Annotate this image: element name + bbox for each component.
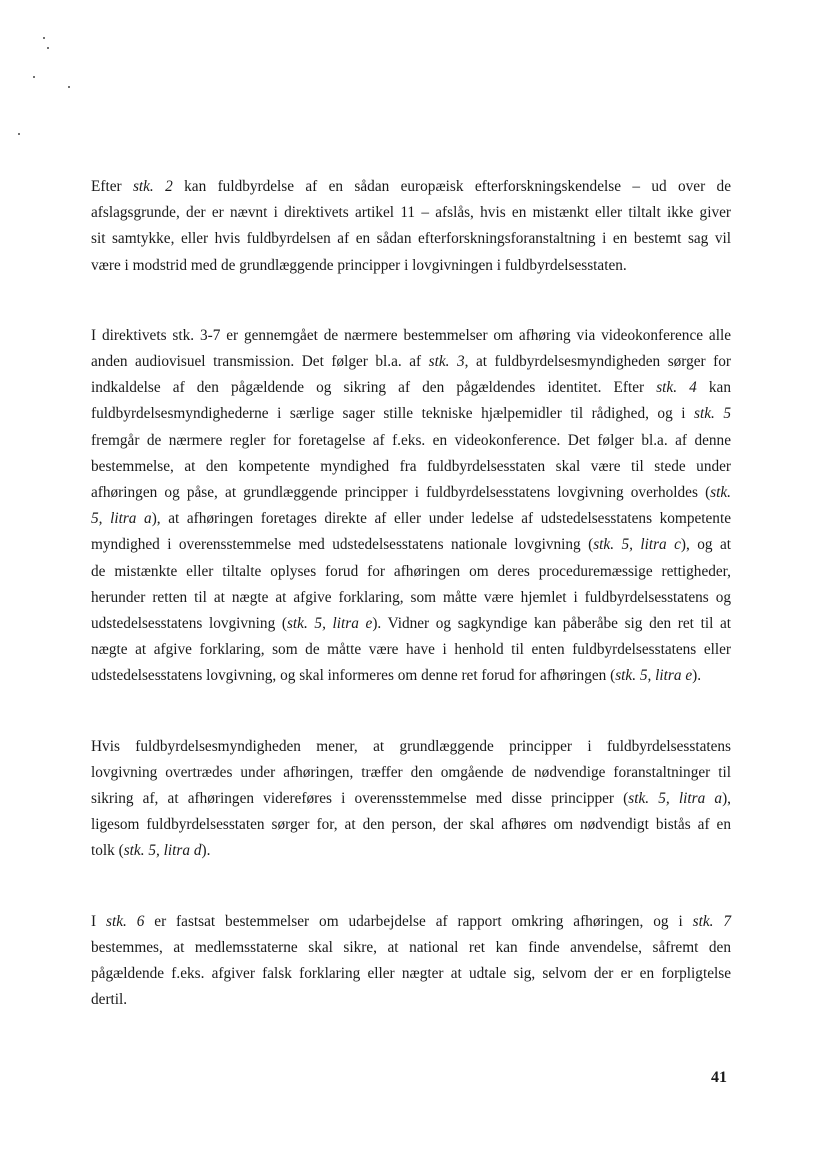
text-segment: ). [692,667,702,685]
text-line [91,961,731,987]
text-line [91,375,731,401]
text-segment: udstedelsesstatens lovgivning, og skal informeres om denne ret forud for afhøringen ( [91,667,616,685]
text-line [91,585,731,611]
text-line [91,812,731,838]
text-segment: pågældende f.eks. afgiver falsk forklaring eller nægter at udtale sig, selvom der er en forpligtelse [91,965,731,983]
text-segment: udstedelsesstatens lovgivning ( [91,615,287,633]
statute-reference: stk. 5 [694,405,731,423]
paragraph [91,734,731,865]
scan-speck [33,76,35,78]
scan-speck [47,47,49,49]
statute-reference: stk. 3 [428,353,465,371]
text-segment: lovgivning overtrædes under afhøringen, træffer den omgående de nødvendige foranstaltninger til [91,763,731,781]
text-line [91,480,731,506]
text-segment: være i modstrid med de grundlæggende principper i lovgivningen i fuldbyrdelsesstaten. [91,256,627,274]
statute-reference: stk. [710,484,731,502]
text-segment: bestemmelse, at den kompetente myndighed fra fuldbyrdelsesstaten skal være til stede under [91,457,731,475]
text-line [91,838,731,864]
statute-reference: stk. 6 [106,912,145,930]
text-segment: I direktivets stk. 3-7 er gennemgået de nærmere bestemmelser om afhøring via videokonference alle [91,326,731,344]
statute-reference: stk. 5, litra d [123,842,202,860]
text-line [91,200,731,226]
text-segment: afslagsgrunde, der er nævnt i direktivets artikel 11 – afslås, hvis en mistænkt eller tiltalt ikke giver [91,204,731,222]
text-line [91,760,731,786]
text-line [91,454,731,480]
text-line [91,253,731,279]
text-segment: bestemmes, at medlemsstaterne skal sikre, at national ret kan finde anvendelse, såfremt den [91,938,731,956]
text-segment: de mistænkte eller tiltalte oplyses forud for afhøringen om deres proceduremæssige rettigheder, [91,562,731,580]
paragraph [91,174,731,279]
statute-reference: 5, litra a [91,510,152,528]
text-line [91,401,731,427]
text-segment: indkaldelse af den pågældende og sikring af den pågældendes identitet. Efter [91,379,657,397]
text-segment: er fastsat bestemmelser om udarbejdelse af rapport omkring afhøringen, og i [144,912,693,930]
text-segment: anden audiovisuel transmission. Det følger bl.a. af [91,353,429,371]
document-body [91,174,731,1013]
statute-reference: stk. 5, litra a [628,790,723,808]
text-segment: Hvis fuldbyrdelsesmyndigheden mener, at grundlæggende principper i fuldbyrdelsesstatens [91,737,731,755]
scan-speck [43,37,45,39]
text-line [91,532,731,558]
text-segment: afhøringen og påse, at grundlæggende principper i fuldbyrdelsesstatens lovgivning overholdes ( [91,484,711,502]
statute-reference: stk. 5, litra c [593,536,681,554]
statute-reference: stk. 7 [692,912,731,930]
text-segment: Efter [91,178,133,195]
text-segment: ligesom fuldbyrdelsesstaten sørger for, at den person, der skal afhøres om nødvendigt bistås af en [91,816,731,834]
scan-speck [18,133,20,135]
text-line [91,786,731,812]
text-segment: herunder retten til at nægte at afgive forklaring, som måtte være hjemlet i fuldbyrdelsesstatens og [91,588,731,606]
text-segment: sikring af, at afhøringen videreføres i overensstemmelse med disse principper ( [91,790,629,808]
text-line [91,734,731,760]
text-segment: fremgår de nærmere regler for foretagelse af f.eks. en videokonference. Det følger bl.a. af denne [91,431,731,449]
text-segment: myndighed i overensstemmelse med udstedelsesstatens nationale lovgivning ( [91,536,594,554]
text-segment: kan [696,379,731,397]
text-line [91,987,731,1013]
text-segment: ), at afhøringen foretages direkte af eller under ledelse af udstedelsesstatens kompetente [151,510,731,528]
text-line [91,559,731,585]
text-segment: ). [201,842,211,860]
text-segment: kan fuldbyrdelse af en sådan europæisk efterforskningskendelse – ud over de [172,178,731,195]
text-segment: tolk ( [91,842,124,860]
paragraph [91,909,731,1014]
text-segment: ), [722,790,731,808]
text-line [91,663,731,689]
statute-reference: stk. 5, litra e [286,615,373,633]
text-segment: nægte at afgive forklaring, som de måtte være have i henhold til enten fuldbyrdelsesstatens eller [91,641,731,659]
text-line [91,226,731,252]
statute-reference: stk. 4 [656,379,697,397]
text-line [91,909,731,935]
text-segment: , at fuldbyrdelsesmyndigheden sørger for [464,353,731,371]
scan-speck [68,86,70,88]
text-line [91,323,731,349]
statute-reference: stk. 5, litra e [615,667,693,685]
statute-reference: stk. 2 [132,178,173,195]
text-line [91,428,731,454]
text-line [91,506,731,532]
text-segment: dertil. [91,991,128,1009]
text-line [91,637,731,663]
text-line [91,611,731,637]
text-segment: I [91,912,106,930]
text-segment: sit samtykke, eller hvis fuldbyrdelsen af en sådan efterforskningsforanstaltning i en bestemt sag vil [91,230,731,248]
text-segment: ), og at [680,536,731,554]
text-line [91,349,731,375]
page-number: 41 [711,1069,727,1086]
text-line [91,174,731,200]
text-line [91,935,731,961]
text-segment: fuldbyrdelsesmyndighederne i særlige sager stille tekniske hjælpemidler til rådighed, og i [91,405,695,423]
paragraph [91,323,731,690]
text-segment: ). Vidner og sagkyndige kan påberåbe sig den ret til at [372,615,731,633]
